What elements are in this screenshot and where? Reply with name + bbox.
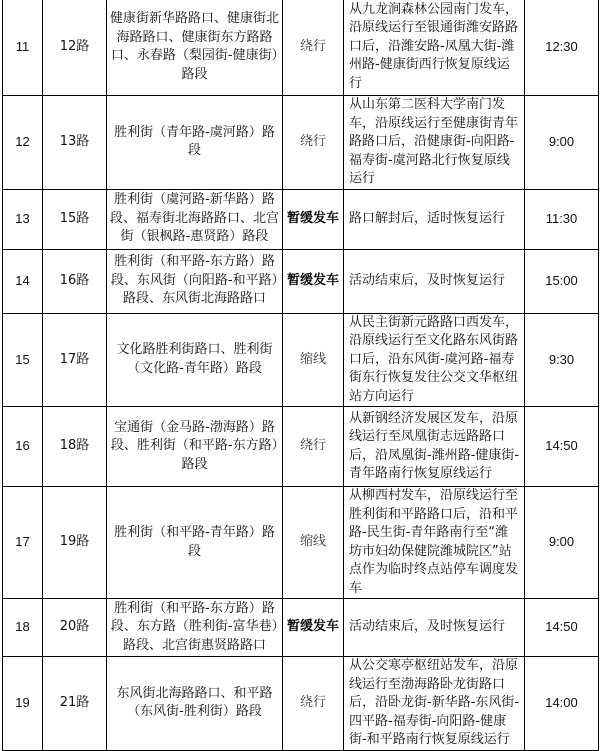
bus-route-adjustment-table [2,0,599,751]
adjustment-mode: 暂缓发车 [283,599,344,657]
adjustment-mode: 缩线 [283,487,344,599]
adjustment-mode: 暂缓发车 [283,249,344,313]
affected-section: 胜利街（和平路-青年路）路段 [107,487,283,599]
row-number: 16 [3,407,43,487]
table-row [3,0,599,96]
affected-section: 胜利街（和平路-东方路）路段、东风街（向阳路-和平路）路段、东风街北海路路口 [107,249,283,313]
row-number: 15 [3,313,43,407]
affected-section: 胜利街（虞河路-新华路）路段、福寿街北海路路口、北宫街（银枫路-惠贤路）路段 [107,189,283,249]
bus-line: 13路 [43,96,107,190]
row-number: 17 [3,487,43,599]
table-row [3,657,599,751]
affected-section: 东风街北海路路口、和平路（东风街-胜利街）路段 [107,657,283,751]
row-number: 13 [3,189,43,249]
start-time: 11:30 [525,189,599,249]
adjustment-mode: 绕行 [283,0,344,96]
adjustment-plan: 活动结束后，及时恢复运行 [344,249,525,313]
table-row [3,249,599,313]
adjustment-plan: 路口解封后，适时恢复运行 [344,189,525,249]
adjustment-plan: 从九龙涧森林公园南门发车，沿原线运行至银通街潍安路路口后，沿潍安路-凤凰大街-潍州路-健康街西行恢复原线运行 [344,0,525,96]
table-row [3,407,599,487]
adjustment-plan: 从公交寒亭枢纽站发车，沿原线运行至渤海路卧龙街路口后，沿卧龙街-新华路-东风街-四平路-福寿街-向阳路-健康街-和平路南行恢复原线运行 [344,657,525,751]
table-row [3,599,599,657]
start-time: 9:00 [525,487,599,599]
row-number: 11 [3,0,43,96]
start-time: 14:50 [525,599,599,657]
adjustment-plan: 从新钢经济发展区发车，沿原线运行至凤凰街志远路路口后，沿凤凰街-潍州路-健康街-青年路南行恢复原线运行 [344,407,525,487]
bus-line: 15路 [43,189,107,249]
affected-section: 文化路胜利街路口、胜利街（文化路-青年路）路段 [107,313,283,407]
adjustment-plan: 从民主街新元路路口西发车，沿原线运行至文化路东风街路口后，沿东风街-虞河路-福寿街东行恢复发往公交文华枢纽站方向运行 [344,313,525,407]
row-number: 14 [3,249,43,313]
bus-line: 17路 [43,313,107,407]
start-time: 9:00 [525,96,599,190]
adjustment-plan: 从山东第二医科大学南门发车，沿原线运行至健康街青年路路口后，沿健康街-向阳路-福寿街-虞河路北行恢复原线运行 [344,96,525,190]
adjustment-mode: 绕行 [283,96,344,190]
bus-line: 18路 [43,407,107,487]
row-number: 12 [3,96,43,190]
start-time: 14:00 [525,657,599,751]
table-row [3,189,599,249]
start-time: 14:50 [525,407,599,487]
adjustment-mode: 绕行 [283,407,344,487]
adjustment-mode: 缩线 [283,313,344,407]
start-time: 12:30 [525,0,599,96]
bus-line: 16路 [43,249,107,313]
start-time: 9:30 [525,313,599,407]
adjustment-mode: 暂缓发车 [283,189,344,249]
bus-line: 12路 [43,0,107,96]
row-number: 18 [3,599,43,657]
table-row [3,313,599,407]
adjustment-plan: 活动结束后，及时恢复运行 [344,599,525,657]
adjustment-plan: 从柳西村发车，沿原线运行至胜利街和平路路口后，沿和平路-民生街-青年路南行至“潍坊市妇幼保健院潍城院区”站点作为临时终点站停车调度发车 [344,487,525,599]
affected-section: 健康街新华路路口、健康街北海路路口、健康街东方路路口、永春路（梨园街-健康街）路段 [107,0,283,96]
affected-section: 胜利街（青年路-虞河路）路段 [107,96,283,190]
table-row [3,96,599,190]
bus-line: 21路 [43,657,107,751]
adjustment-mode: 绕行 [283,657,344,751]
start-time: 15:00 [525,249,599,313]
bus-line: 20路 [43,599,107,657]
affected-section: 胜利街（和平路-东方路）路段、东方路（胜利街-富华巷）路段、北宫街惠贤路路口 [107,599,283,657]
bus-line: 19路 [43,487,107,599]
row-number: 19 [3,657,43,751]
affected-section: 宝通街（金马路-渤海路）路段、胜利街（和平路-东方路）路段 [107,407,283,487]
table-row [3,487,599,599]
